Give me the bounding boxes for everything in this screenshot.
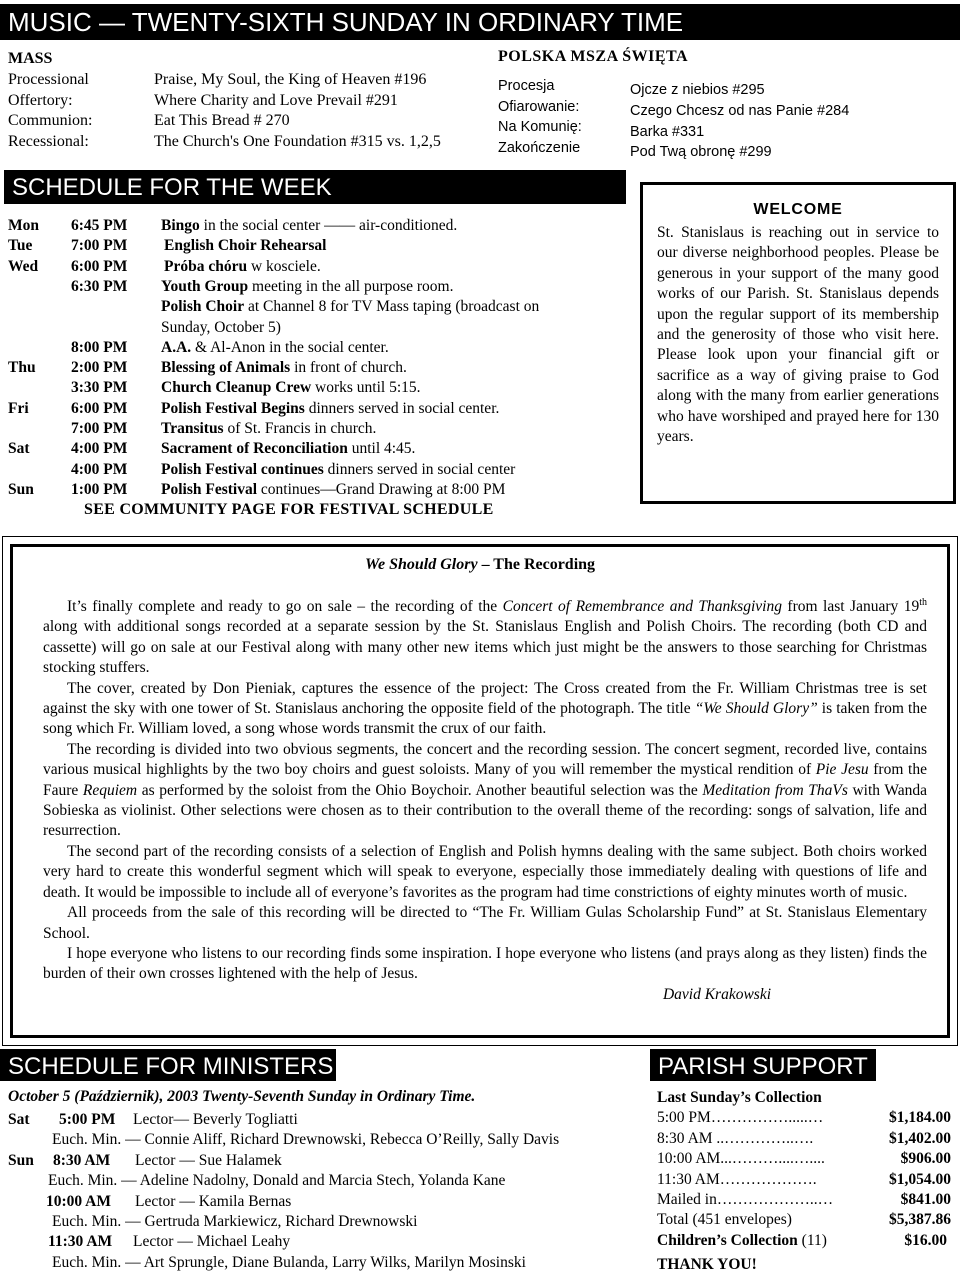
polish-values: Ojcze z niebios #295 Czego Chcesz od nas Panie #284 Barka #331 Pod Twą obronę #299 — [630, 82, 850, 161]
article-paragraph: The recording is divided into two obvious segments, the concert and the recording session. The concert segment, recorded live, contains various musical highlights by the two boy choirs and guest soloists. Many of you will remember the mystical rendition of Pie Jesu from the Faure Requiem as performed by the soloist from the Ohio Boychoir. Another beautiful selection was the Meditation from ThaVs with Wanda Sobieska as violinist. Other selections were chosen as to their contribution to the overall theme of the recording: songs of salvation, life and resurrection. — [43, 740, 927, 840]
minister-row: Euch. Min. — Adeline Nadolny, Donald and Marcia Stech, Yolanda Kane — [48, 1172, 506, 1190]
schedule-footer: SEE COMMUNITY PAGE FOR FESTIVAL SCHEDULE — [84, 501, 494, 519]
article-box — [10, 544, 950, 1038]
support-subtitle: Last Sunday’s Collection — [657, 1089, 822, 1106]
article-signature: David Krakowski — [662, 985, 771, 1003]
support-header: PARISH SUPPORT — [650, 1049, 876, 1081]
support-row: 11:30 AM………………. $1,054.00 — [657, 1170, 951, 1188]
mass-row: Communion: Eat This Bread # 270 — [8, 112, 290, 129]
schedule-header: SCHEDULE FOR THE WEEK — [4, 170, 626, 204]
welcome-box — [640, 182, 956, 504]
support-row: 5:00 PM…………….....… $1,184.00 — [657, 1109, 951, 1127]
mass-label: MASS — [8, 50, 53, 67]
ministers-list: Sat 5:00 PM Lector— Beverly Togliatti Euch. Min. — Connie Aliff, Richard Drewnowski, Rebecca O’Reilly, Sally Davis Sun 8:30 AM Lector — Sue Halamek Euch. Min. — Adeline Nadolny, Donald and Marcia Stech, Yolanda Kane 10:00 AM Lector — Kamila Bernas Euch. Min. — Gertruda Markiewicz, Richard Drewnowski 11:30 AM Lector — Michael Leahy Euch. Min. — Art Sprungle, Diane Bulanda, Larry Wilks, Marilyn Mosinski — [8, 1110, 628, 1275]
music-header: MUSIC — TWENTY-SIXTH SUNDAY IN ORDINARY TIME — [0, 4, 960, 40]
minister-row: Euch. Min. — Art Sprungle, Diane Bulanda, Larry Wilks, Marilyn Mosinski — [52, 1253, 526, 1271]
support-list — [657, 1088, 953, 1273]
welcome-text: St. Stanislaus is reaching out in service to our diverse neighborhood peoples. Please be generous in your support of the many good works of our Parish. St. Stanislaus depends upon the regular support of its membership and the generosity of those who visit here. Please look upon your financial gift or sacrifice as a way of giving praise to God along with the many from earlier generations who have worshiped and prayed here for 130 years. — [657, 224, 939, 446]
support-row: 10:00 AM...………....….... $906.00 — [657, 1150, 951, 1168]
article-paragraph: I hope everyone who listens to our recording finds some inspiration. I hope everyone who listens (and prays along as they listen) finds the burden of their own crosses lightened with the help of Jesus. — [43, 944, 927, 983]
ministers-date: October 5 (Październik), 2003 Twenty-Seventh Sunday in Ordinary Time. — [8, 1088, 476, 1105]
ministers-header: SCHEDULE FOR MINISTERS — [0, 1049, 336, 1081]
article-paragraph: All proceeds from the sale of this recording will be directed to “The Fr. William Gulas Scholarship Fund” at St. Stanislaus Elementary School. — [43, 904, 927, 942]
welcome-title: WELCOME — [753, 201, 843, 218]
support-thanks: THANK YOU! — [657, 1256, 757, 1273]
minister-row: Euch. Min. — Connie Aliff, Richard Drewnowski, Rebecca O’Reilly, Sally Davis — [52, 1131, 560, 1149]
minister-row: Sun 8:30 AM Lector — Sue Halamek — [8, 1151, 282, 1169]
article-title: We Should Glory – The Recording — [364, 556, 596, 573]
support-row: 8:30 AM ..…………..…. $1,402.00 — [657, 1129, 951, 1147]
article-paragraph: It’s finally complete and ready to go on sale – the recording of the Concert of Remembrance and Thanksgiving from last January 19th along with additional songs recorded at a separate session by the St. Stanislaus English and Polish Choirs. The recording (both CD and cassette) will go on sale at our Festival along with many other new items which just might be the answers to those searching for Christmas stocking stuffers. — [43, 596, 927, 677]
support-children-row: Children’s Collection (11) $16.00 — [657, 1231, 947, 1249]
minister-row: Euch. Min. — Gertruda Markiewicz, Richard Drewnowski — [52, 1213, 418, 1230]
article-paragraph: The cover, created by Don Pieniak, captures the essence of the project: The Cross created from the Fr. William Christmas tree is set against the sky with one tower of St. Stanislaus anchoring the opposite field of the photograph. The title “We Should Glory” is taken from the song which Fr. William loved, a song whose words transmit the crux of our faith. — [43, 679, 927, 738]
polish-mass-title: POLSKA MSZA ŚWIĘTA — [498, 48, 689, 65]
support-row: Total (451 envelopes) $5,387.86 — [657, 1211, 951, 1229]
mass-row: Processional Praise, My Soul, the King of Heaven #196 — [8, 71, 427, 88]
article-paragraph: The second part of the recording consists of a selection of English and Polish hymns dealing with the same subject. Both choirs worked very hard to create this wonderful segment which will speak to everyone, especially those immediately dealing with questions of life and death. It would be impossible to include all of everyone’s favorites as the program had time constrictions of eighty minutes worth of music. — [43, 842, 927, 901]
minister-row: Sat 5:00 PM Lector— Beverly Togliatti — [8, 1111, 298, 1128]
support-row: Mailed in………………..… $841.00 — [657, 1191, 951, 1208]
schedule-list: Mon 6:45 PM Bingo in the social center —— air-conditioned. Tue 7:00 PM English Choir Rehearsal Wed 6:00 PM Próba chóru w kosciele. 6:30 PM Youth Group meeting in the all purpose room. Polish Choir at Channel 8 for TV Mass taping (broadcast on Sunday, October 5) 8:00 PM A.A. & Al-Anon in the social center. Thu 2:00 PM Blessing of Animals in front of church. 3:30 PM Church Cleanup Crew works until 5:15. Fri 6:00 PM Polish Festival Begins dinners served in social center. 7:00 PM Transitus of St. Francis in church. Sat 4:00 PM Sacrament of Reconciliation until 4:45. 4:00 PM Polish Festival continues dinners served in social center Sun 1:00 PM Polish Festival continues—Grand Drawing at 8:00 PM SEE COMMUNITY PAGE FOR FESTIVAL SCHEDULE — [8, 217, 540, 519]
article-body — [43, 597, 927, 1005]
mass-list — [8, 70, 488, 152]
mass-row: Recessional: The Church's One Foundation #315 vs. 1,2,5 — [8, 132, 441, 150]
polish-labels: Procesja Ofiarowanie: Na Komunię: Zakończenie — [498, 78, 582, 156]
mass-row: Offertory: Where Charity and Love Prevail #291 — [8, 91, 398, 109]
